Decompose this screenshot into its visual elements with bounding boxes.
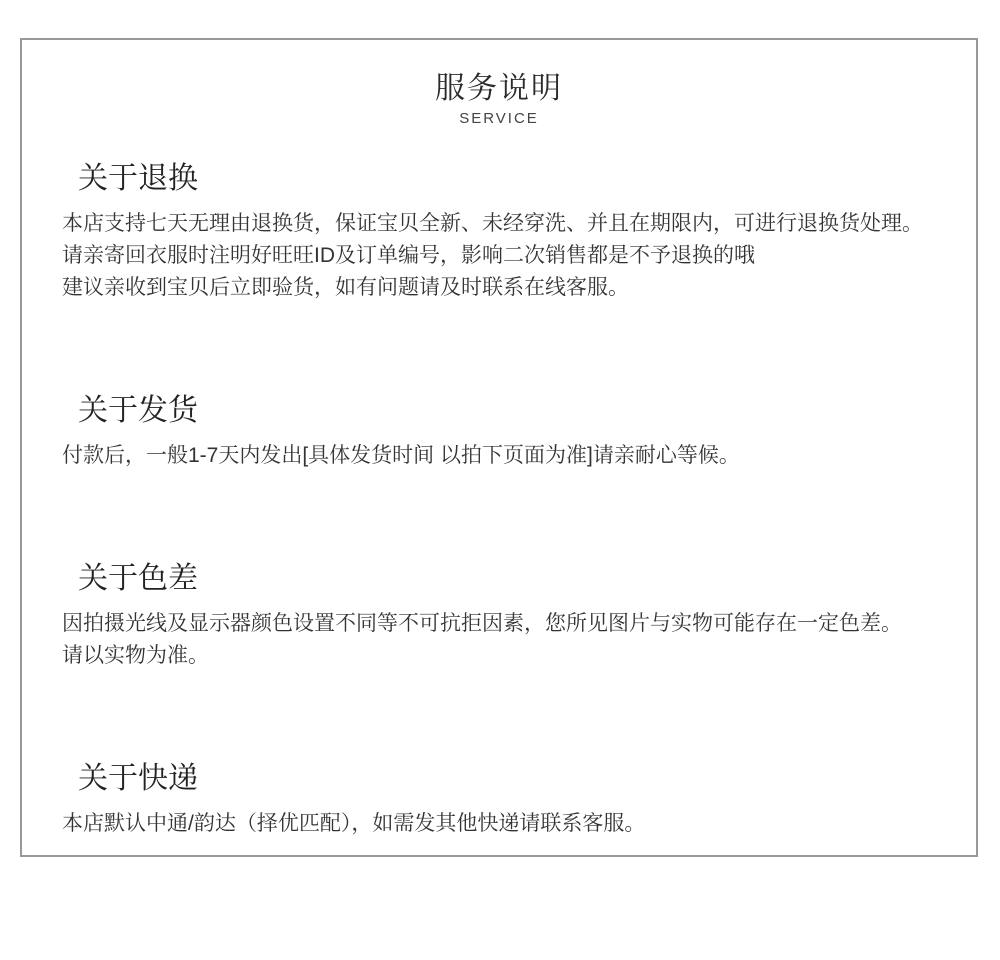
page-title: 服务说明 bbox=[435, 72, 563, 105]
section-returns-heading: 关于退换 bbox=[78, 162, 198, 195]
section-shipping-heading: 关于发货 bbox=[78, 394, 198, 427]
service-info-frame bbox=[20, 38, 978, 857]
section-color-difference bbox=[22, 560, 976, 672]
section-color-difference-heading: 关于色差 bbox=[78, 562, 198, 595]
section-returns-line-2: 请亲寄回衣服时注明好旺旺ID及订单编号，影响二次销售都是不予退换的哦 bbox=[62, 244, 755, 267]
section-color-difference-line-2: 请以实物为准。 bbox=[62, 644, 209, 667]
section-express-heading: 关于快递 bbox=[78, 762, 198, 795]
section-color-difference-line-1: 因拍摄光线及显示器颜色设置不同等不可抗拒因素，您所见图片与实物可能存在一定色差。 bbox=[62, 612, 902, 635]
section-shipping bbox=[22, 392, 976, 472]
section-express-line-1: 本店默认中通/韵达（择优匹配），如需发其他快递请联系客服。 bbox=[62, 812, 646, 835]
section-returns bbox=[22, 160, 976, 304]
page-subtitle: SERVICE bbox=[459, 110, 539, 127]
section-shipping-line-1: 付款后，一般1-7天内发出[具体发货时间 以拍下页面为准]请亲耐心等候。 bbox=[62, 444, 740, 467]
section-returns-line-1: 本店支持七天无理由退换货，保证宝贝全新、未经穿洗、并且在期限内，可进行退换货处理。 bbox=[62, 212, 923, 235]
section-express bbox=[22, 760, 976, 840]
section-returns-line-3: 建议亲收到宝贝后立即验货，如有问题请及时联系在线客服。 bbox=[62, 276, 629, 299]
page-header bbox=[22, 40, 976, 128]
